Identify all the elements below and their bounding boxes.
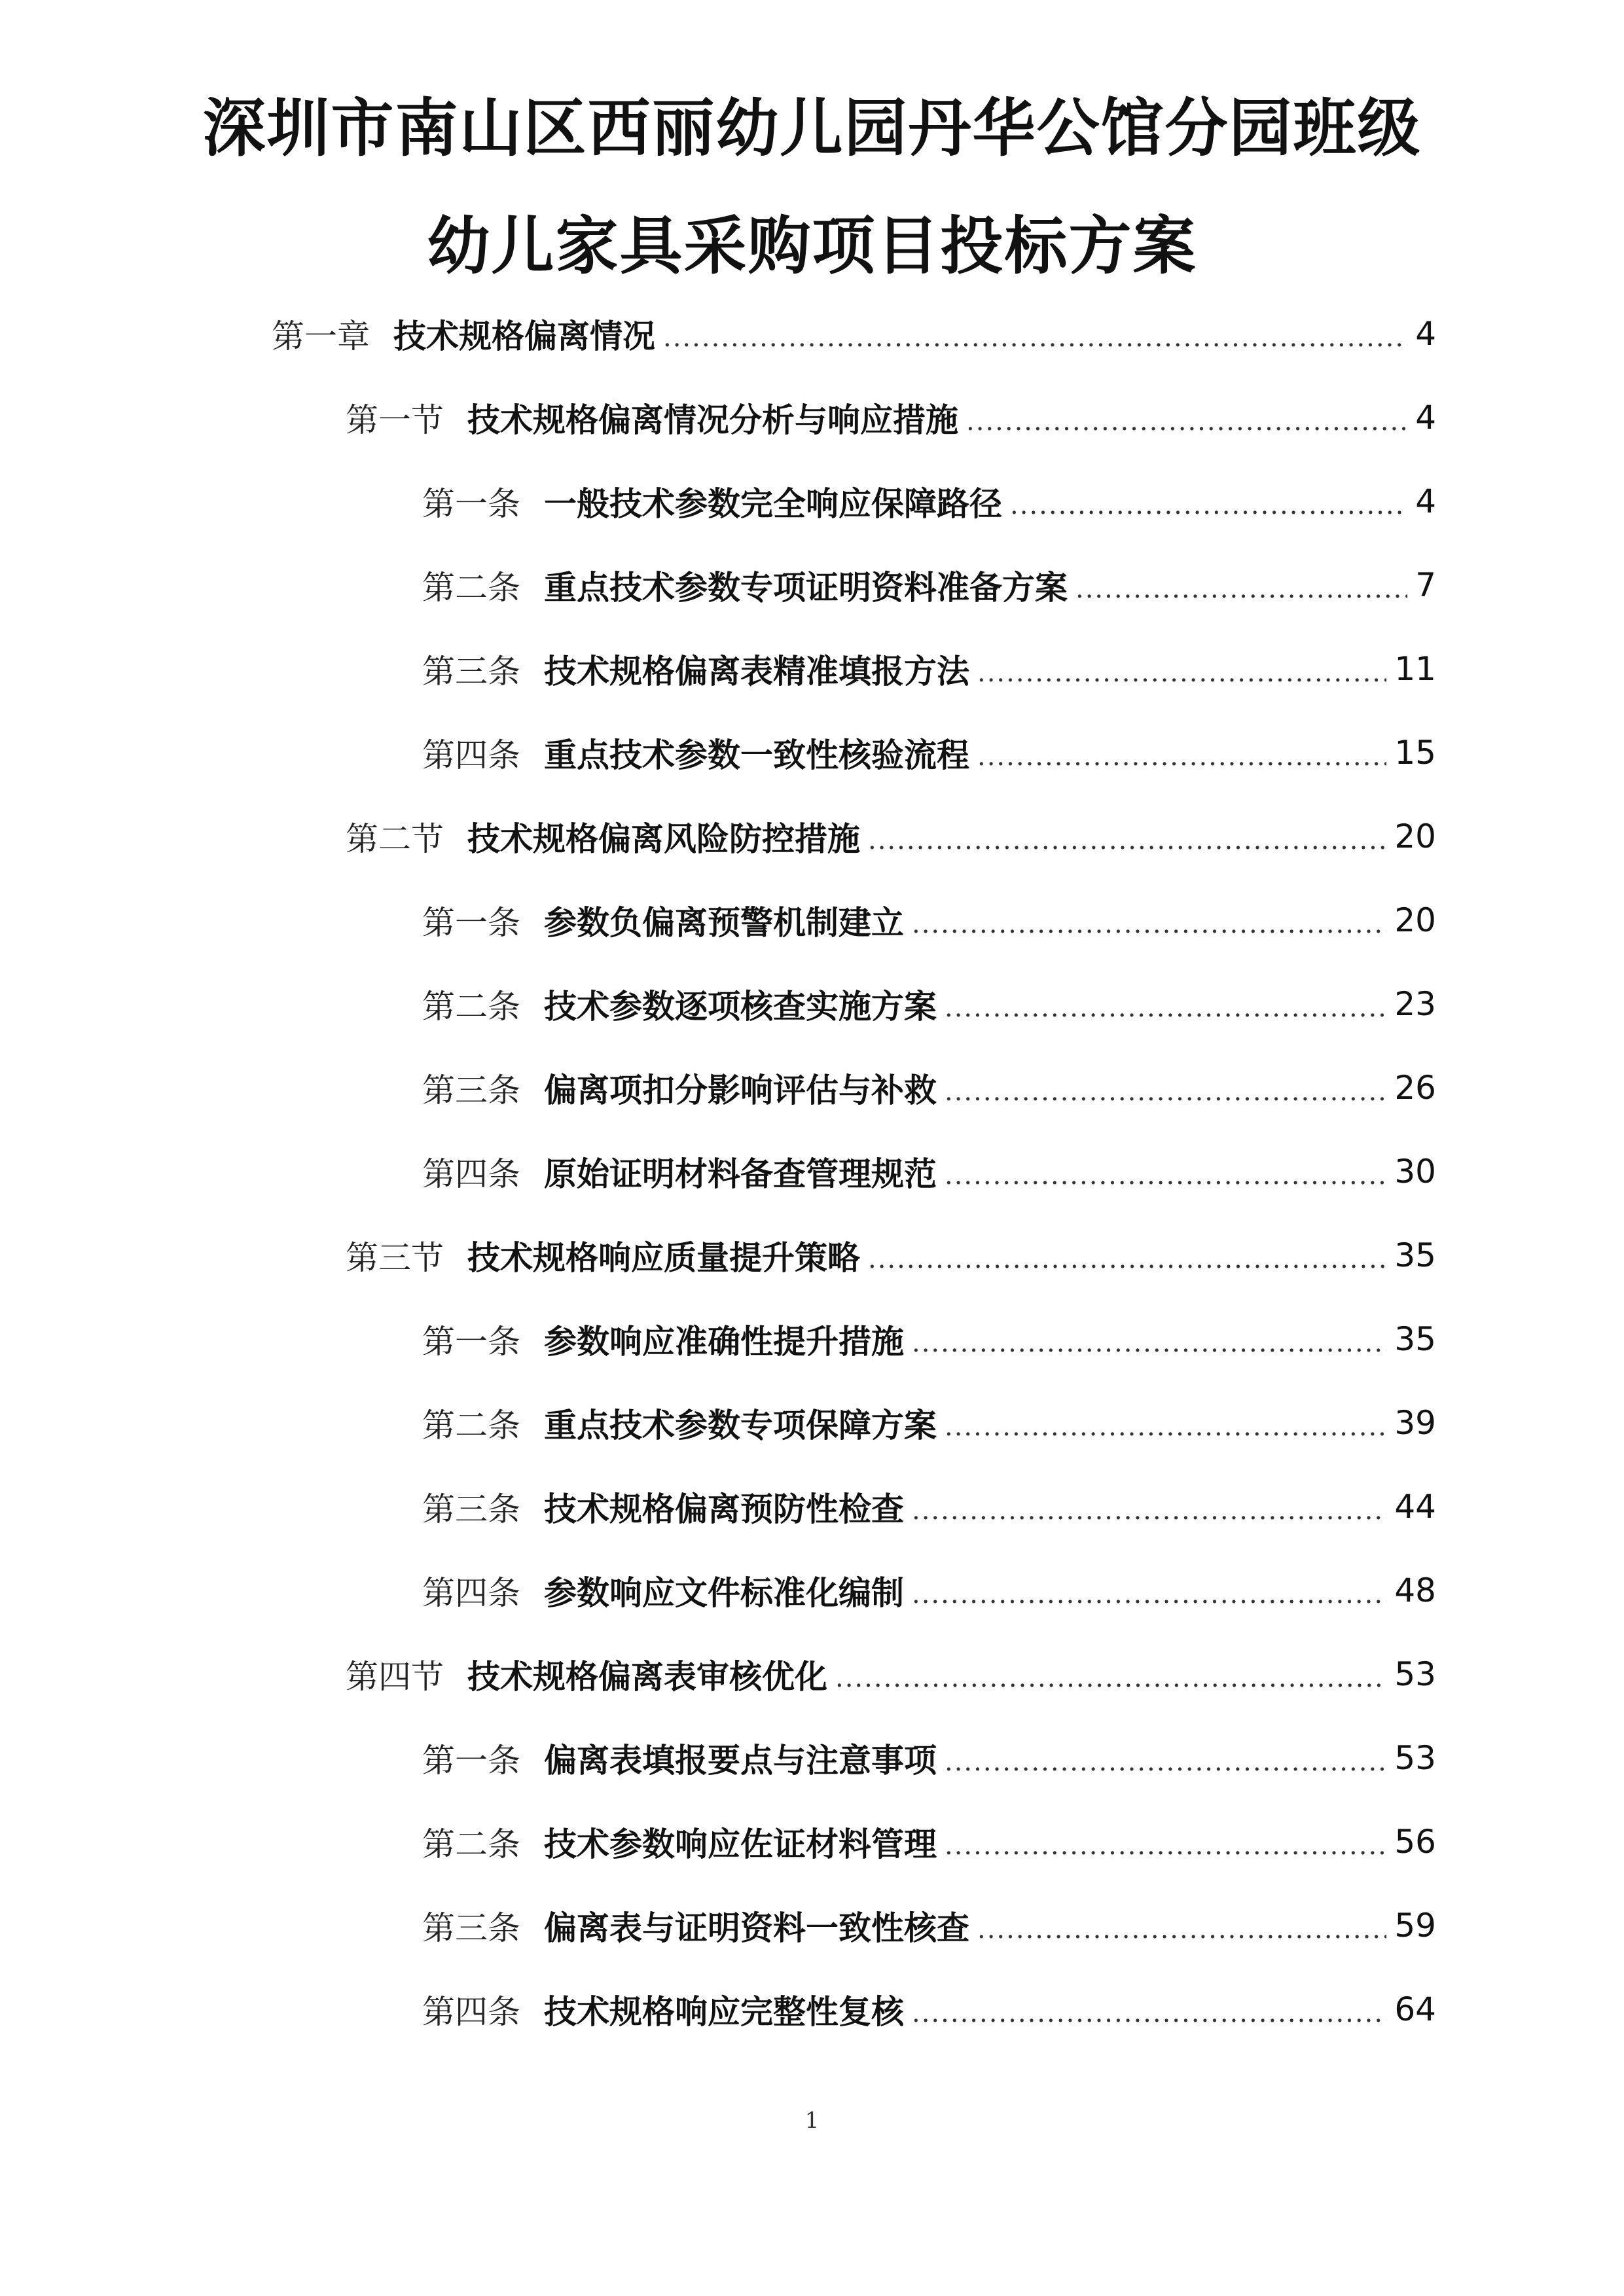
toc-entry-page: 44 xyxy=(1394,1488,1436,1526)
toc-entry-text: 重点技术参数专项证明资料准备方案 xyxy=(544,569,1068,607)
toc-entry-page: 64 xyxy=(1394,1990,1436,2028)
toc-entry-label: 第一条 xyxy=(422,1742,520,1780)
toc-dot-leader xyxy=(945,993,1386,1023)
toc-entry-label: 第二条 xyxy=(422,569,520,607)
toc-dot-leader xyxy=(868,825,1386,855)
toc-entry-section[interactable] xyxy=(346,1229,1436,1282)
toc-entry-article[interactable] xyxy=(422,1313,1436,1365)
toc-entry-page: 53 xyxy=(1394,1655,1436,1693)
toc-entry-text: 技术参数逐项核查实施方案 xyxy=(544,988,937,1026)
toc-entry-page: 56 xyxy=(1394,1823,1436,1861)
toc-entry-article[interactable] xyxy=(422,1397,1436,1449)
toc-entry-label: 第一章 xyxy=(272,317,370,355)
toc-entry-text: 参数响应准确性提升措施 xyxy=(544,1323,904,1361)
toc-dot-leader xyxy=(945,1160,1386,1191)
toc-entry-text: 偏离表填报要点与注意事项 xyxy=(544,1742,937,1780)
toc-entry-page: 4 xyxy=(1415,482,1436,520)
toc-entry-section[interactable] xyxy=(346,810,1436,863)
toc-entry-page: 59 xyxy=(1394,1907,1436,1945)
toc-dot-leader xyxy=(945,1412,1386,1442)
toc-entry-article[interactable] xyxy=(422,1062,1436,1114)
toc-entry-article[interactable] xyxy=(422,1899,1436,1952)
toc-dot-leader xyxy=(912,909,1386,939)
toc-entry-article[interactable] xyxy=(422,1732,1436,1784)
toc-dot-leader xyxy=(835,1663,1386,1693)
toc-dot-leader xyxy=(912,1998,1386,2028)
toc-entry-label: 第四条 xyxy=(422,1574,520,1612)
toc-dot-leader xyxy=(977,658,1386,688)
toc-entry-text: 技术参数响应佐证材料管理 xyxy=(544,1825,937,1863)
toc-entry-text: 偏离表与证明资料一致性核查 xyxy=(544,1909,969,1947)
toc-entry-label: 第二节 xyxy=(346,820,444,858)
toc-entry-page: 35 xyxy=(1394,1320,1436,1358)
toc-entry-text: 技术规格偏离情况分析与响应措施 xyxy=(467,401,958,439)
toc-entry-label: 第三条 xyxy=(422,1909,520,1947)
document-title-line-2: 幼儿家具采购项目投标方案 xyxy=(427,209,1197,283)
toc-entry-chapter[interactable] xyxy=(272,308,1436,360)
toc-dot-leader xyxy=(966,406,1407,437)
toc-entry-text: 参数响应文件标准化编制 xyxy=(544,1574,904,1612)
toc-entry-label: 第二条 xyxy=(422,1825,520,1863)
toc-entry-text: 技术规格偏离表精准填报方法 xyxy=(544,653,969,691)
toc-entry-page: 35 xyxy=(1394,1236,1436,1274)
toc-entry-text: 原始证明材料备查管理规范 xyxy=(544,1155,937,1193)
toc-entry-text: 重点技术参数一致性核验流程 xyxy=(544,736,969,774)
toc-entry-label: 第三条 xyxy=(422,1071,520,1109)
toc-entry-label: 第一节 xyxy=(346,401,444,439)
toc-entry-label: 第四条 xyxy=(422,1993,520,2031)
toc-entry-page: 4 xyxy=(1415,399,1436,437)
toc-dot-leader xyxy=(663,323,1407,353)
toc-entry-section[interactable] xyxy=(346,391,1436,444)
toc-entry-label: 第二条 xyxy=(422,1407,520,1444)
toc-dot-leader xyxy=(945,1831,1386,1861)
toc-dot-leader xyxy=(977,1914,1386,1945)
toc-entry-page: 39 xyxy=(1394,1404,1436,1442)
toc-entry-text: 技术规格偏离预防性检查 xyxy=(544,1490,904,1528)
page-number: 1 xyxy=(804,2108,820,2134)
toc-dot-leader xyxy=(1075,574,1407,604)
toc-entry-label: 第四节 xyxy=(346,1658,444,1696)
toc-dot-leader xyxy=(1010,490,1407,520)
toc-entry-page: 30 xyxy=(1394,1153,1436,1191)
toc-entry-article[interactable] xyxy=(422,475,1436,528)
toc-entry-page: 26 xyxy=(1394,1069,1436,1107)
toc-dot-leader xyxy=(945,1077,1386,1107)
toc-entry-article[interactable] xyxy=(422,1564,1436,1617)
toc-entry-label: 第二条 xyxy=(422,988,520,1026)
toc-entry-page: 53 xyxy=(1394,1739,1436,1777)
toc-entry-page: 20 xyxy=(1394,817,1436,855)
toc-entry-text: 技术规格偏离风险防控措施 xyxy=(467,820,860,858)
toc-entry-label: 第三条 xyxy=(422,1490,520,1528)
toc-entry-article[interactable] xyxy=(422,559,1436,611)
toc-entry-article[interactable] xyxy=(422,1480,1436,1533)
toc-dot-leader xyxy=(912,1579,1386,1609)
toc-entry-label: 第四条 xyxy=(422,1155,520,1193)
toc-entry-label: 第三节 xyxy=(346,1239,444,1277)
toc-entry-article[interactable] xyxy=(422,1983,1436,2036)
document-title-line-1: 深圳市南山区西丽幼儿园丹华公馆分园班级 xyxy=(202,92,1422,165)
toc-entry-page: 15 xyxy=(1394,734,1436,772)
toc-entry-article[interactable] xyxy=(422,1145,1436,1198)
toc-entry-text: 重点技术参数专项保障方案 xyxy=(544,1407,937,1444)
toc-entry-label: 第三条 xyxy=(422,653,520,691)
toc-entry-label: 第一条 xyxy=(422,485,520,523)
toc-dot-leader xyxy=(977,742,1386,772)
toc-entry-page: 4 xyxy=(1415,315,1436,353)
toc-entry-article[interactable] xyxy=(422,643,1436,695)
toc-entry-text: 技术规格响应完整性复核 xyxy=(544,1993,904,2031)
toc-dot-leader xyxy=(912,1328,1386,1358)
toc-entry-text: 偏离项扣分影响评估与补救 xyxy=(544,1071,937,1109)
toc-entry-page: 7 xyxy=(1415,566,1436,604)
toc-entry-label: 第一条 xyxy=(422,1323,520,1361)
toc-entry-text: 一般技术参数完全响应保障路径 xyxy=(544,485,1002,523)
toc-entry-text: 技术规格偏离情况 xyxy=(393,317,655,355)
toc-entry-page: 20 xyxy=(1394,901,1436,939)
toc-entry-article[interactable] xyxy=(422,894,1436,946)
toc-dot-leader xyxy=(945,1747,1386,1777)
toc-entry-text: 技术规格偏离表审核优化 xyxy=(467,1658,827,1696)
toc-entry-text: 技术规格响应质量提升策略 xyxy=(467,1239,860,1277)
toc-entry-page: 11 xyxy=(1394,650,1436,688)
toc-dot-leader xyxy=(912,1496,1386,1526)
toc-entry-page: 23 xyxy=(1394,985,1436,1023)
toc-dot-leader xyxy=(868,1244,1386,1274)
toc-entry-label: 第一条 xyxy=(422,904,520,942)
toc-entry-text: 参数负偏离预警机制建立 xyxy=(544,904,904,942)
toc-entry-section[interactable] xyxy=(346,1648,1436,1700)
toc-entry-article[interactable] xyxy=(422,1816,1436,1868)
toc-entry-label: 第四条 xyxy=(422,736,520,774)
toc-entry-article[interactable] xyxy=(422,978,1436,1030)
toc-entry-article[interactable] xyxy=(422,726,1436,779)
toc-entry-page: 48 xyxy=(1394,1571,1436,1609)
